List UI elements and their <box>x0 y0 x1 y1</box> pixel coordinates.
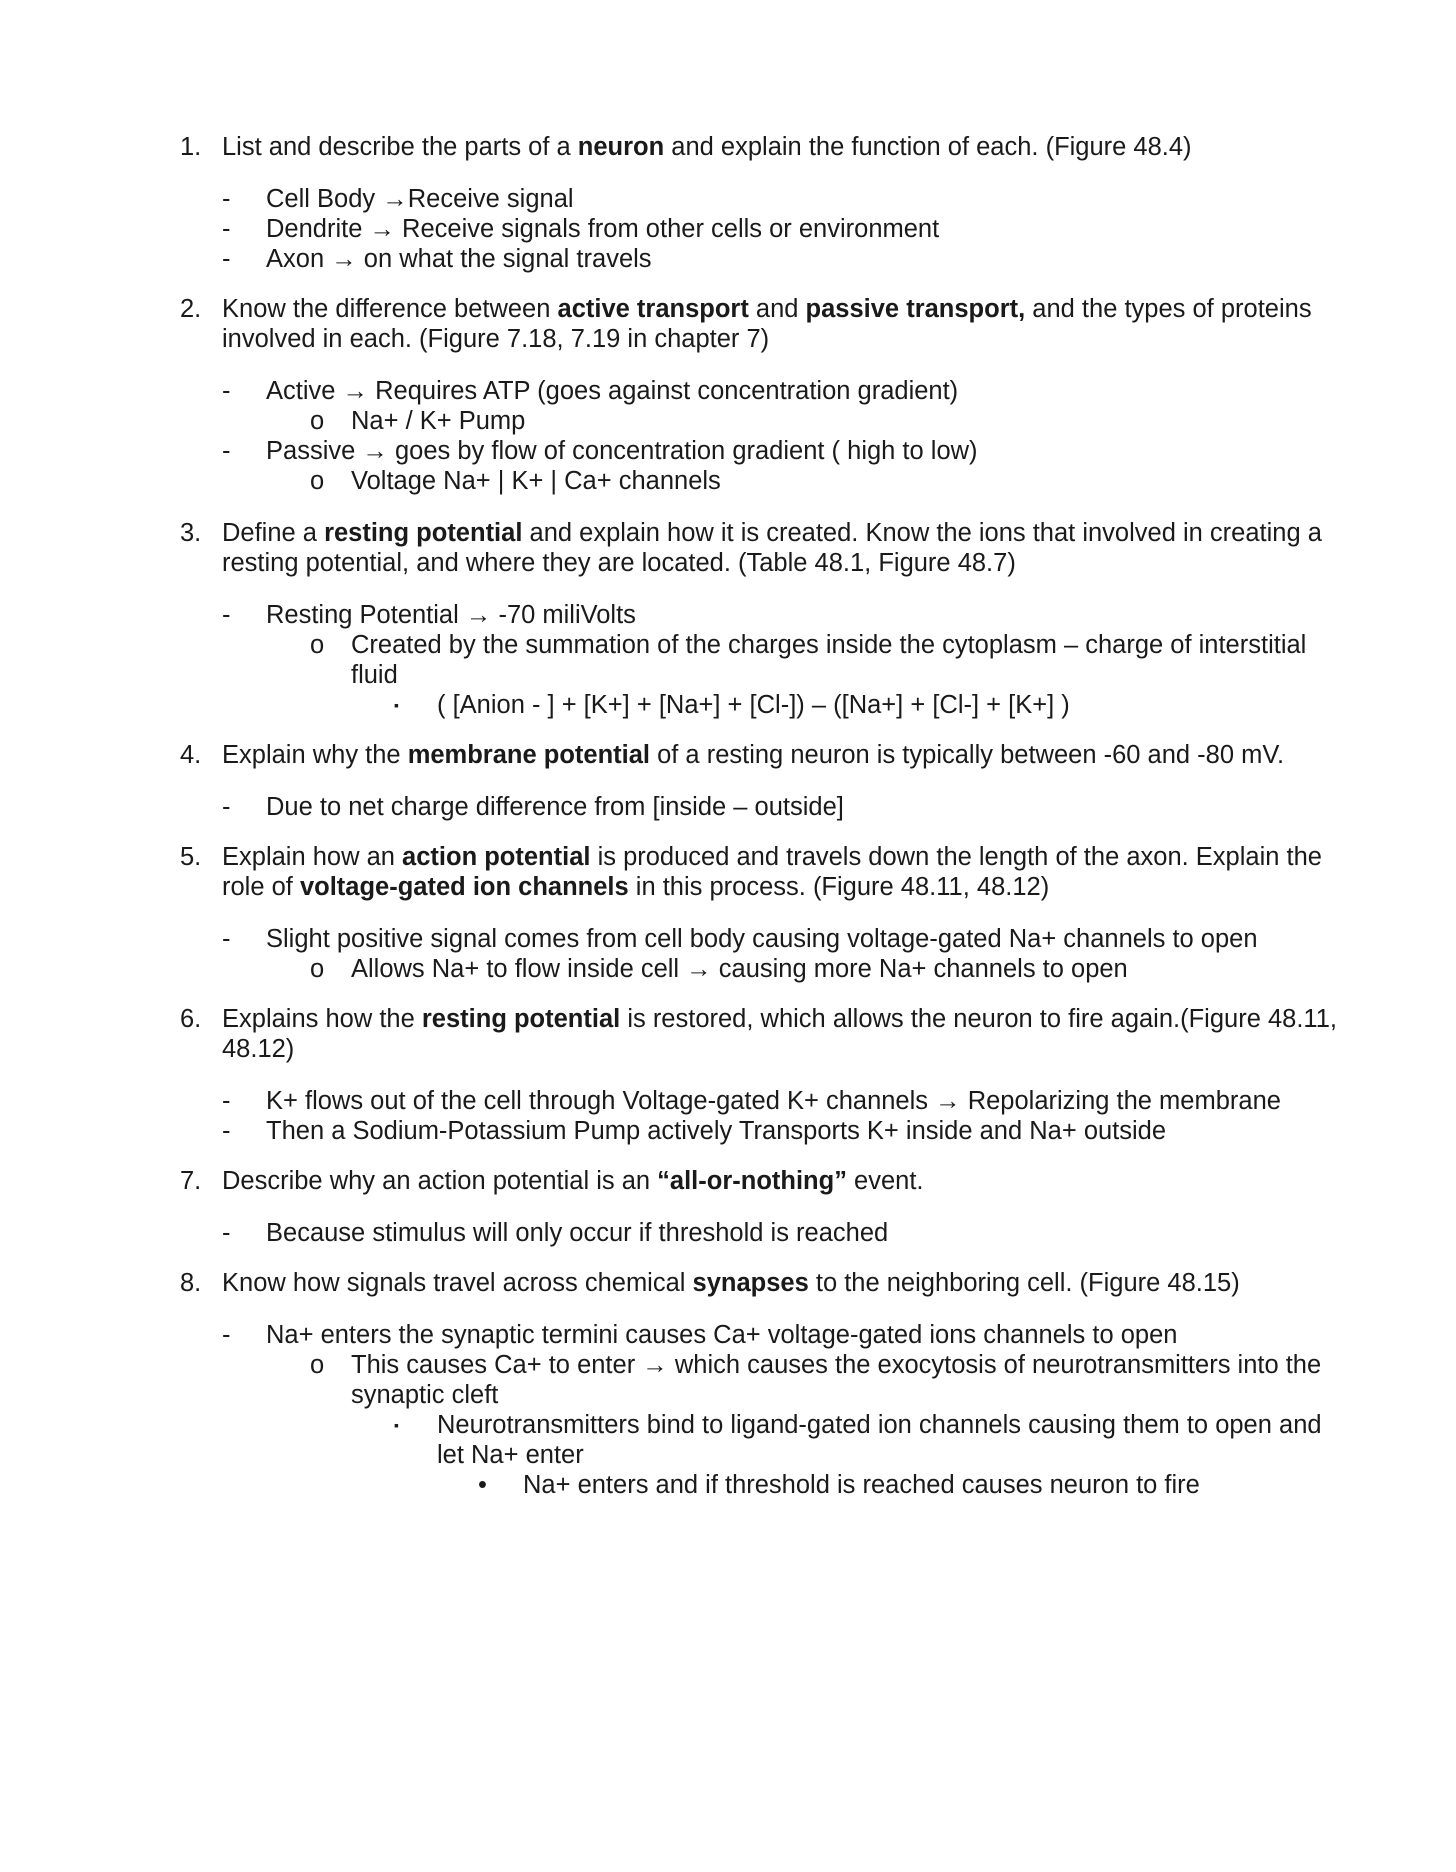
question-text-segment: of a resting neuron is typically between -60 and -80 mV. <box>650 741 1285 769</box>
question-text <box>222 294 1340 354</box>
question-prompt <box>180 740 1340 770</box>
answer-text: K+ flows out of the cell through Voltage-gated K+ channels → Repolarizing the membrane <box>266 1087 1281 1115</box>
question-item <box>180 1268 1340 1500</box>
bullet-marker: ▪ <box>394 1417 399 1433</box>
question-text <box>222 1166 1340 1196</box>
question-prompt <box>180 518 1340 578</box>
answer-item <box>180 184 1340 214</box>
study-guide <box>180 132 1340 1500</box>
bullet-marker: o <box>310 467 325 495</box>
answer-item <box>180 792 1340 822</box>
answer-item <box>180 466 1340 496</box>
answer-text: Due to net charge difference from [inside – outside] <box>266 793 844 821</box>
question-text-segment: Know the difference between <box>222 295 558 323</box>
question-text-segment: and explain the function of each. (Figure 48.4) <box>664 133 1192 161</box>
answer-text: Then a Sodium-Potassium Pump actively Transports K+ inside and Na+ outside <box>266 1117 1167 1145</box>
answer-list <box>180 1218 1340 1248</box>
bullet-marker: - <box>222 1321 231 1349</box>
bullet-marker: o <box>310 407 325 435</box>
question-number: 8. <box>180 1269 202 1297</box>
bullet-marker: - <box>222 437 231 465</box>
answer-text: Resting Potential → -70 miliVolts <box>266 601 636 629</box>
key-term: active transport <box>557 295 749 323</box>
question-prompt <box>180 1004 1340 1064</box>
question-number: 7. <box>180 1167 202 1195</box>
answer-item <box>180 1470 1340 1500</box>
answer-item <box>180 436 1340 466</box>
bullet-marker: - <box>222 215 231 243</box>
question-number: 1. <box>180 133 202 161</box>
answer-text: Na+ enters and if threshold is reached causes neuron to fire <box>523 1471 1200 1499</box>
answer-text: Na+ / K+ Pump <box>351 407 526 435</box>
bullet-marker: o <box>310 631 325 659</box>
question-text <box>222 1004 1340 1064</box>
answer-list <box>180 376 1340 496</box>
answer-item <box>180 630 1340 690</box>
key-term: membrane potential <box>407 741 650 769</box>
question-prompt <box>180 132 1340 162</box>
answer-list <box>180 792 1340 822</box>
key-term: action potential <box>402 843 591 871</box>
question-text-segment: List and describe the parts of a <box>222 133 578 161</box>
question-text-segment: and <box>748 295 806 323</box>
question-item <box>180 294 1340 496</box>
question-text-segment: and the types of proteins involved in each. (Figure 7.18, 7.19 in chapter 7) <box>222 295 1312 353</box>
key-term: passive transport, <box>805 295 1026 323</box>
answer-text: Created by the summation of the charges inside the cytoplasm – charge of interstitial fluid <box>351 631 1307 689</box>
key-term: synapses <box>692 1269 809 1297</box>
bullet-marker: - <box>222 185 231 213</box>
question-text <box>222 132 1340 162</box>
question-number: 2. <box>180 295 202 323</box>
question-text-segment: is restored, which allows the neuron to fire again.(Figure 48.11, 48.12) <box>222 1005 1337 1063</box>
question-item <box>180 1004 1340 1146</box>
question-text-segment: event. <box>846 1167 924 1195</box>
answer-list <box>180 924 1340 984</box>
answer-text: Active → Requires ATP (goes against concentration gradient) <box>266 377 959 405</box>
answer-text: Voltage Na+ | K+ | Ca+ channels <box>351 467 721 495</box>
question-prompt <box>180 294 1340 354</box>
answer-list <box>180 184 1340 274</box>
answer-text: Passive → goes by flow of concentration gradient ( high to low) <box>266 437 978 465</box>
key-term: “all-or-nothing” <box>657 1167 847 1195</box>
question-prompt <box>180 1268 1340 1298</box>
bullet-marker: o <box>310 1351 325 1379</box>
question-item <box>180 842 1340 984</box>
answer-item <box>180 600 1340 630</box>
answer-list <box>180 1320 1340 1500</box>
key-term: resting potential <box>324 519 523 547</box>
bullet-marker: - <box>222 601 231 629</box>
question-text-segment: Know how signals travel across chemical <box>222 1269 693 1297</box>
answer-item <box>180 1218 1340 1248</box>
question-text-segment: Define a <box>222 519 325 547</box>
question-text-segment: and explain how it is created. Know the ions that involved in creating a resting potential, and where they are located. (Table 48.1, Figure 48.7) <box>222 519 1322 577</box>
answer-item <box>180 406 1340 436</box>
question-item <box>180 132 1340 274</box>
question-item <box>180 1166 1340 1248</box>
answer-text: Cell Body →Receive signal <box>266 185 574 213</box>
answer-text: Dendrite → Receive signals from other cells or environment <box>266 215 940 243</box>
answer-text: Slight positive signal comes from cell body causing voltage-gated Na+ channels to open <box>266 925 1258 953</box>
question-prompt <box>180 1166 1340 1196</box>
question-number: 4. <box>180 741 202 769</box>
question-item <box>180 740 1340 822</box>
answer-item <box>180 244 1340 274</box>
answer-text: Allows Na+ to flow inside cell → causing more Na+ channels to open <box>351 955 1128 983</box>
answer-item <box>180 1350 1340 1410</box>
bullet-marker: - <box>222 1087 231 1115</box>
bullet-marker: ▪ <box>394 697 399 713</box>
answer-text: This causes Ca+ to enter → which causes the exocytosis of neurotransmitters into the synaptic cleft <box>351 1351 1322 1409</box>
answer-list <box>180 1086 1340 1146</box>
answer-item <box>180 1086 1340 1116</box>
key-term: neuron <box>577 133 665 161</box>
answer-text: ( [Anion - ] + [K+] + [Na+] + [Cl-]) – ([Na+] + [Cl-] + [K+] ) <box>437 691 1070 719</box>
question-text-segment: Explain how an <box>222 843 403 871</box>
question-text <box>222 518 1340 578</box>
bullet-marker: - <box>222 1117 231 1145</box>
answer-text: Na+ enters the synaptic termini causes Ca+ voltage-gated ions channels to open <box>266 1321 1178 1349</box>
question-number: 5. <box>180 843 202 871</box>
bullet-marker: • <box>478 1471 487 1499</box>
question-number: 3. <box>180 519 202 547</box>
question-text-segment: Explains how the <box>222 1005 422 1033</box>
key-term: resting potential <box>421 1005 621 1033</box>
answer-list <box>180 600 1340 720</box>
question-text-segment: Explain why the <box>222 741 408 769</box>
question-text-segment: is produced and travels down the length of the axon. Explain the role of <box>222 843 1322 901</box>
question-text <box>222 842 1340 902</box>
question-number: 6. <box>180 1005 202 1033</box>
answer-item <box>180 954 1340 984</box>
question-text-segment: Describe why an action potential is an <box>222 1167 658 1195</box>
key-term: voltage-gated ion channels <box>299 873 629 901</box>
answer-text: Axon → on what the signal travels <box>266 245 652 273</box>
answer-item <box>180 376 1340 406</box>
question-text-segment: to the neighboring cell. (Figure 48.15) <box>808 1269 1240 1297</box>
answer-item <box>180 924 1340 954</box>
bullet-marker: - <box>222 245 231 273</box>
bullet-marker: - <box>222 793 231 821</box>
answer-text: Neurotransmitters bind to ligand-gated ion channels causing them to open and let Na+ enter <box>437 1411 1322 1469</box>
bullet-marker: - <box>222 925 231 953</box>
answer-item <box>180 1116 1340 1146</box>
answer-item <box>180 690 1340 720</box>
question-text <box>222 1268 1340 1298</box>
question-text <box>222 740 1340 770</box>
answer-item <box>180 1410 1340 1470</box>
answer-text: Because stimulus will only occur if threshold is reached <box>266 1219 889 1247</box>
question-item <box>180 518 1340 720</box>
bullet-marker: o <box>310 955 325 983</box>
question-prompt <box>180 842 1340 902</box>
answer-item <box>180 214 1340 244</box>
answer-item <box>180 1320 1340 1350</box>
question-text-segment: in this process. (Figure 48.11, 48.12) <box>628 873 1050 901</box>
bullet-marker: - <box>222 1219 231 1247</box>
bullet-marker: - <box>222 377 231 405</box>
